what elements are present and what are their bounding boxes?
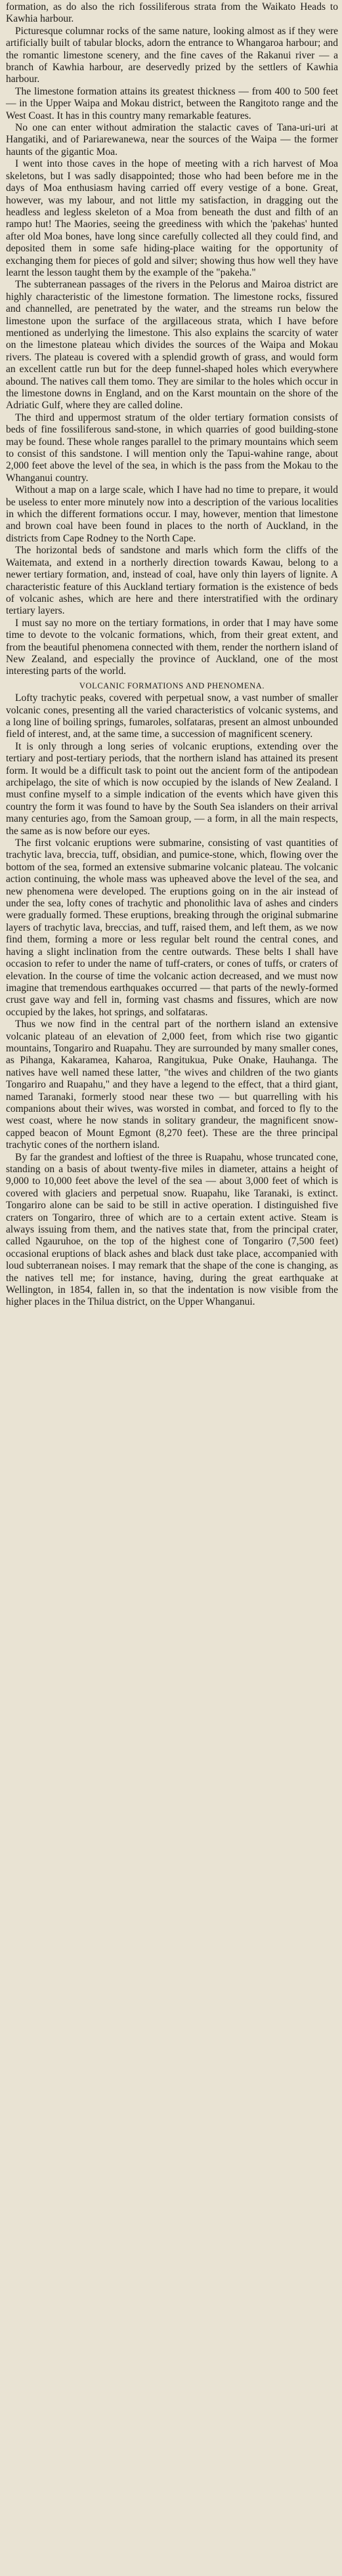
article-paragraph: The first volcanic eruptions were submarine, consisting of vast quantities of trachytic lava, breccia, tuff, obsidian, and pumice-stone, which, flowing over the bottom of the sea, formed an extensive submarine volcanic plateau. The volcanic action continuing, the whole mass was upheaved above the level of the sea, and new phenomena were developed. The eruptions going on in the air instead of under the sea, lofty cones of trachytic and phonolithic lava of ashes and cinders were gradually formed. These eruptions, breaking through the original submarine layers of trachytic lava, breccias, and tuff, raised them, and left them, as we now find them, forming a more or less regular belt round the central cones, and having a slight inclination from the centre outwards. These belts I shall have occasion to refer to under the name of tuff-craters, or cones of tuffs, or craters of elevation. In the course of time the volcanic action decreased, and we must now imagine that tremendous earthquakes occurred — that parts of the newly-formed crust gave way and fell in, forming vast chasms and fissures, which are now occupied by the lakes, hot springs, and solfataras.	[6, 837, 338, 1018]
article-body-part2	[6, 692, 338, 1309]
article-paragraph: Thus we now find in the central part of the northern island an extensive volcanic plateau of an elevation of 2,000 feet, from which rise two gigantic mountains, Tongariro and Ruapahu. They are surrounded by many smaller cones, as Pihanga, Kakaramea, Kaharoa, Rangitukua, Puke Onake, Hauhanga. The natives have well named these latter, "the wives and children of the two giants Tongariro and Ruapahu," and they have a legend to the effect, that a third giant, named Taranaki, formerly stood near these two — but quarrelling with his companions about their wives, was worsted in combat, and forced to fly to the west coast, where he now stands in solitary grandeur, the magnificent snow-capped beacon of Mount Egmont (8,270 feet). These are the three principal trachytic cones of the northern island.	[6, 1019, 338, 1151]
article-paragraph: Without a map on a large scale, which I have had no time to prepare, it would be useless to enter more minutely now into a description of the various localities in which the different formations occur. I may, however, mention that limestone and brown coal have been found in places to the north of Auckland, in the districts from Cape Rodney to the North Cape.	[6, 484, 338, 544]
article-paragraph: formation, as do also the rich fossiliferous strata from the Waikato Heads to Kawhia harbour.	[6, 1, 338, 25]
article-paragraph: The subterranean passages of the rivers in the Pelorus and Mairoa district are highly characteristic of the limestone formation. The limestone rocks, fissured and channelled, are penetrated by the water, and the streams run below the limestone upon the surface of the argillaceous strata, which I have before mentioned as underlying the limestone. This also explains the scarcity of water on the limestone plateau which divides the sources of the Waipa and Mokau rivers. The plateau is covered with a splendid growth of grass, and would form an excellent cattle run but for the deep funnel-shaped holes which everywhere abound. The natives call them tomo. They are similar to the holes which occur in the limestone downs in England, and on the Karst mountain on the shore of the Adriatic Gulf, where they are called doline.	[6, 279, 338, 412]
article-paragraph: The limestone formation attains its greatest thickness — from 400 to 500 feet — in the Upper Waipa and Mokau district, between the Rangitoto range and the West Coast. It has in this country many remarkable features.	[6, 85, 338, 121]
article-paragraph: Lofty trachytic peaks, covered with perpetual snow, a vast number of smaller volcanic cones, presenting all the varied characteristics of volcanic systems, and a long line of boiling springs, fumaroles, solfataras, present an almost unbounded field of interest, and, at the same time, a succession of magnificent scenery.	[6, 692, 338, 740]
article-paragraph: By far the grandest and loftiest of the three is Ruapahu, whose truncated cone, standing on a basis of about twenty-five miles in diameter, attains a height of 9,000 to 10,000 feet above the level of the sea — about 3,000 feet of which is covered with glaciers and perpetual snow. Ruapahu, like Taranaki, is extinct. Tongariro alone can be said to be still in active operation. I distinguished five craters on Tongariro, three of which are to a certain extent active. Steam is always issuing from them, and the natives state that, from the principal crater, called Ngauruhoe, on the top of the highest cone of Tongariro (7,500 feet) occasional eruptions of black ashes and black dust take place, accompanied with loud subterranean noises. I may remark that the shape of the cone is changing, as the natives tell me; for instance, having, during the great earthquake at Wellington, in 1854, fallen in, so that the indentation is now visible from the higher places in the Thilua district, on the Upper Whanganui.	[6, 1151, 338, 1308]
article-paragraph: The horizontal beds of sandstone and marls which form the cliffs of the Waitemata, and extend in a northerly direction towards Kawau, belong to a newer tertiary formation, and, instead of coal, have only thin layers of lignite. A characteristic feature of this Auckland tertiary formation is the existence of beds of volcanic ashes, which are here and there interstratified with the ordinary tertiary layers.	[6, 545, 338, 617]
article-paragraph: I went into those caves in the hope of meeting with a rich harvest of Moa skeletons, but I was sadly disappointed; those who had been before me in the days of Moa enthusiasm having carried off every vestige of a bone. Great, however, was my labour, and not little my satisfaction, in dragging out the headless and legless skeleton of a Moa from beneath the dust and filth of an rampo hut! The Maories, seeing the greediness with which the 'pakehas' hunted after old Moa bones, have long since carefully collected all they could find, and deposited them in some safe hiding-place waiting for the opportunity of exchanging them for pieces of gold and silver; showing thus how well they have learnt the lesson taught them by the example of the "pakeha."	[6, 158, 338, 278]
article-body-part1	[6, 1, 338, 678]
article-paragraph: I must say no more on the tertiary formations, in order that I may have some time to devote to the volcanic formations, which, from their great extent, and from the beautiful phenomena connected with them, render the northern island of New Zealand, and especially the province of Auckland, one of the most interesting parts of the world.	[6, 617, 338, 677]
article-paragraph: The third and uppermost stratum of the older tertiary formation consists of beds of fine fossiliferous sand-stone, in which quarries of good building-stone may be found. These whole ranges parallel to the primary mountains which seem to consist of this sandstone. I will mention only the Tapui-wahine range, about 2,000 feet above the level of the sea, in which is the pass from the Mokau to the Whanganui country.	[6, 412, 338, 484]
article-paragraph: No one can enter without admiration the stalactic caves of Tana-uri-uri at Hangatiki, and of Pariarewanewa, near the sources of the Waipa — the former haunts of the gigantic Moa.	[6, 122, 338, 158]
section-heading: VOLCANIC FORMATIONS AND PHENOMENA.	[79, 681, 265, 690]
article-paragraph: Picturesque columnar rocks of the same nature, looking almost as if they were artificially built of tabular blocks, adorn the entrance to Whangaroa harbour; and the romantic limestone scenery, and the fine caves of the Rakanui river — a branch of Kawhia harbour, are deservedly prized by the settlers of Kawhia harbour.	[6, 25, 338, 85]
article-paragraph: It is only through a long series of volcanic eruptions, extending over the tertiary and post-tertiary periods, that the northern island has attained its present form. It would be a difficult task to point out the ancient form of the antipodean archipelago, the site of which is now occupied by the islands of New Zealand. I must confine myself to a simple indication of the events which have given this country the form it was found to have by the South Sea islanders on their arrival many centuries ago, from the Samoan group, — a form, in all the main respects, the same as is now before our eyes.	[6, 740, 338, 837]
